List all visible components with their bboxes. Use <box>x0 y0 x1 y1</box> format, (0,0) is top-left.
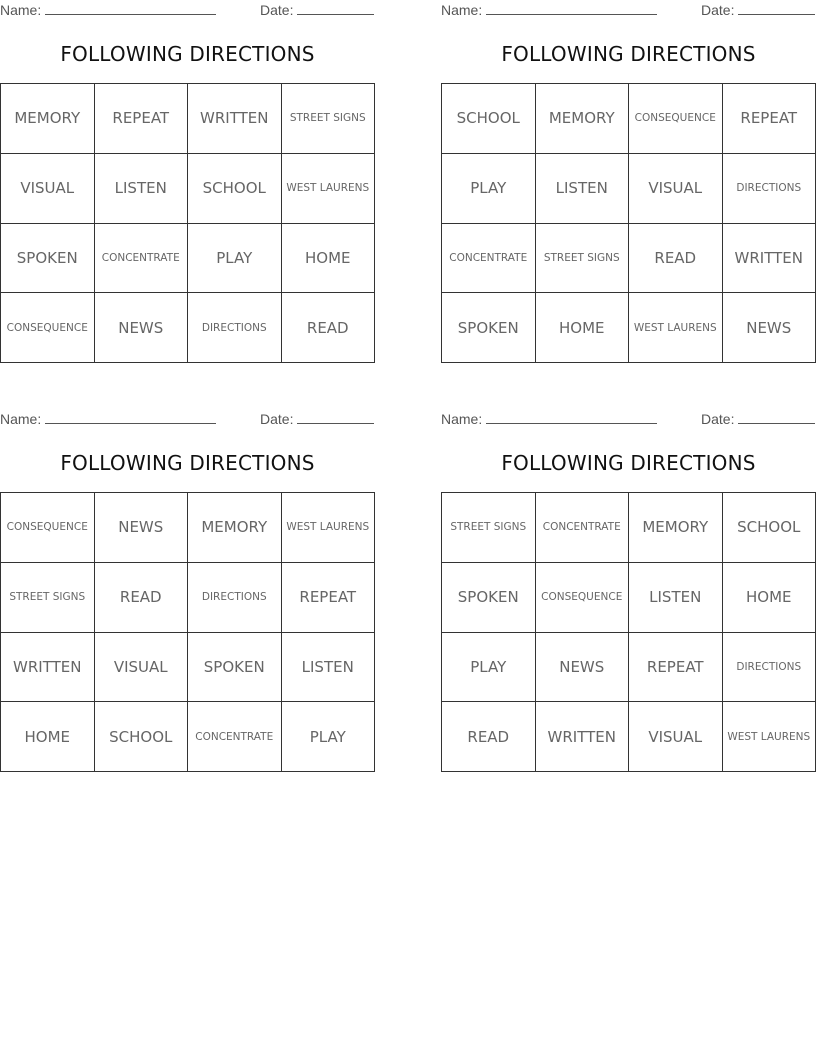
bingo-cell: CONSEQUENCE <box>536 563 630 633</box>
bingo-cell: CONSEQUENCE <box>629 84 723 154</box>
date-blank-line[interactable] <box>738 3 815 15</box>
bingo-cell: SPOKEN <box>1 224 95 294</box>
name-label: Name: <box>0 411 42 427</box>
bingo-cell: LISTEN <box>282 633 376 703</box>
bingo-cell: REPEAT <box>282 563 376 633</box>
bingo-cell: CONCENTRATE <box>442 224 536 294</box>
bingo-cell: WRITTEN <box>536 702 630 772</box>
name-blank-line[interactable] <box>45 412 216 424</box>
bingo-cell: STREET SIGNS <box>1 563 95 633</box>
bingo-cell: MEMORY <box>188 493 282 563</box>
bingo-cell: CONCENTRATE <box>536 493 630 563</box>
name-field <box>441 2 657 18</box>
bingo-cell: HOME <box>723 563 816 633</box>
date-blank-line[interactable] <box>738 412 815 424</box>
date-field <box>701 411 815 427</box>
date-field <box>701 2 815 18</box>
name-label: Name: <box>441 2 483 18</box>
bingo-cell: PLAY <box>188 224 282 294</box>
name-field <box>0 2 216 18</box>
bingo-cell: MEMORY <box>536 84 630 154</box>
bingo-cell: NEWS <box>723 293 816 363</box>
name-label: Name: <box>0 2 42 18</box>
bingo-cell: STREET SIGNS <box>282 84 376 154</box>
date-field <box>260 2 374 18</box>
date-blank-line[interactable] <box>297 3 374 15</box>
bingo-cell: VISUAL <box>629 702 723 772</box>
bingo-cell: PLAY <box>442 633 536 703</box>
card-title: FOLLOWING DIRECTIONS <box>60 42 315 66</box>
bingo-cell: READ <box>442 702 536 772</box>
bingo-cell: NEWS <box>95 293 189 363</box>
bingo-cell: DIRECTIONS <box>188 563 282 633</box>
bingo-cell: SPOKEN <box>442 563 536 633</box>
date-field <box>260 411 374 427</box>
bingo-cell: HOME <box>1 702 95 772</box>
bingo-cell: PLAY <box>282 702 376 772</box>
name-blank-line[interactable] <box>486 3 657 15</box>
bingo-cell: DIRECTIONS <box>723 633 816 703</box>
bingo-grid <box>441 492 816 772</box>
date-label: Date: <box>260 2 294 18</box>
bingo-cell: PLAY <box>442 154 536 224</box>
bingo-cell: MEMORY <box>1 84 95 154</box>
bingo-cell: READ <box>282 293 376 363</box>
bingo-cell: WEST LAURENS <box>282 493 376 563</box>
name-field <box>0 411 216 427</box>
name-field <box>441 411 657 427</box>
bingo-cell: NEWS <box>95 493 189 563</box>
bingo-cell: STREET SIGNS <box>442 493 536 563</box>
bingo-cell: REPEAT <box>95 84 189 154</box>
card-title: FOLLOWING DIRECTIONS <box>60 451 315 475</box>
bingo-cell: REPEAT <box>629 633 723 703</box>
bingo-cell: SPOKEN <box>188 633 282 703</box>
date-blank-line[interactable] <box>297 412 374 424</box>
bingo-cell: LISTEN <box>536 154 630 224</box>
bingo-cell: VISUAL <box>1 154 95 224</box>
bingo-cell: DIRECTIONS <box>188 293 282 363</box>
bingo-cell: CONSEQUENCE <box>1 493 95 563</box>
bingo-cell: MEMORY <box>629 493 723 563</box>
bingo-cell: WEST LAURENS <box>282 154 376 224</box>
date-label: Date: <box>701 411 735 427</box>
bingo-grid <box>0 83 375 363</box>
bingo-cell: STREET SIGNS <box>536 224 630 294</box>
bingo-cell: LISTEN <box>629 563 723 633</box>
bingo-grid <box>0 492 375 772</box>
bingo-cell: VISUAL <box>629 154 723 224</box>
date-label: Date: <box>701 2 735 18</box>
bingo-cell: CONSEQUENCE <box>1 293 95 363</box>
bingo-cell: HOME <box>282 224 376 294</box>
name-blank-line[interactable] <box>45 3 216 15</box>
bingo-cell: REPEAT <box>723 84 816 154</box>
bingo-cell: CONCENTRATE <box>188 702 282 772</box>
bingo-cell: DIRECTIONS <box>723 154 816 224</box>
bingo-cell: HOME <box>536 293 630 363</box>
bingo-cell: SCHOOL <box>723 493 816 563</box>
bingo-cell: SCHOOL <box>442 84 536 154</box>
bingo-cell: WEST LAURENS <box>629 293 723 363</box>
bingo-cell: WEST LAURENS <box>723 702 816 772</box>
name-blank-line[interactable] <box>486 412 657 424</box>
bingo-cell: SCHOOL <box>188 154 282 224</box>
name-label: Name: <box>441 411 483 427</box>
card-title: FOLLOWING DIRECTIONS <box>501 451 756 475</box>
bingo-cell: READ <box>629 224 723 294</box>
bingo-cell: WRITTEN <box>188 84 282 154</box>
bingo-cell: READ <box>95 563 189 633</box>
bingo-cell: LISTEN <box>95 154 189 224</box>
bingo-cell: NEWS <box>536 633 630 703</box>
date-label: Date: <box>260 411 294 427</box>
bingo-grid <box>441 83 816 363</box>
bingo-cell: WRITTEN <box>1 633 95 703</box>
bingo-cell: VISUAL <box>95 633 189 703</box>
card-title: FOLLOWING DIRECTIONS <box>501 42 756 66</box>
bingo-cell: SCHOOL <box>95 702 189 772</box>
bingo-cell: WRITTEN <box>723 224 816 294</box>
bingo-cell: SPOKEN <box>442 293 536 363</box>
bingo-cell: CONCENTRATE <box>95 224 189 294</box>
